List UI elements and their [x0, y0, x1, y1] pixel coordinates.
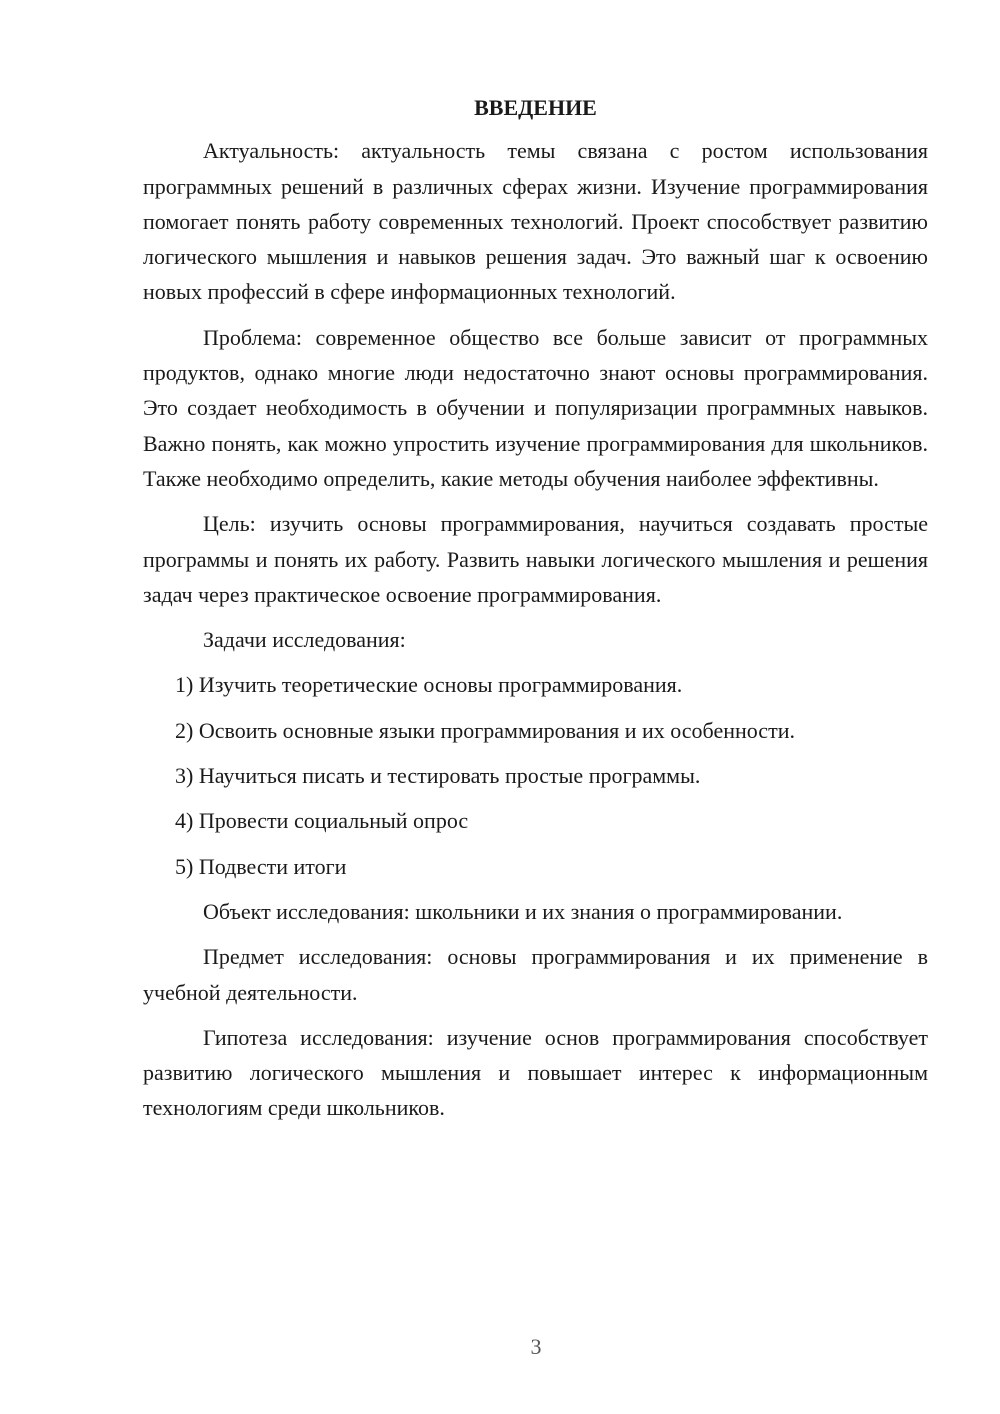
task-item: 4) Провести социальный опрос — [175, 808, 469, 834]
tasks-heading: Задачи исследования: — [203, 627, 406, 653]
task-item: 5) Подвести итоги — [175, 853, 347, 879]
goal-paragraph: Цель: изучить основы программирования, научиться создавать простые программы и понять их работу. Развить навыки логического мышления и решения задач через практическое освоение программирования. — [143, 511, 928, 607]
object-paragraph: Объект исследования: школьники и их знания о программировании. — [203, 898, 843, 924]
page-number: 3 — [530, 1334, 542, 1359]
task-item: 2) Освоить основные языки программирования и их особенности. — [175, 717, 795, 743]
relevance-paragraph: Актуальность: актуальность темы связана с ростом использования программных решений в различных сферах жизни. Изучение программирования помогает понять работу современных технологий. Проект способствует развитию логического мышления и навыков решения задач. Это важный шаг к освоению новых профессий в сфере информационных технологий. — [143, 138, 928, 305]
problem-paragraph: Проблема: современное общество все больше зависит от программных продуктов, однако многие люди недостаточно знают основы программирования. Это создает необходимость в обучении и популяризации программных навыков. Важно понять, как можно упростить изучение программирования для школьников. Также необходимо определить, какие методы обучения наиболее эффективны. — [143, 324, 928, 491]
document-page — [143, 90, 928, 1136]
subject-paragraph: Предмет исследования: основы программирования и их применение в учебной деятельности. — [143, 944, 928, 1005]
page-title: ВВЕДЕНИЕ — [474, 95, 597, 120]
task-item: 3) Научиться писать и тестировать простые программы. — [175, 763, 701, 789]
task-list — [143, 667, 928, 883]
hypothesis-paragraph: Гипотеза исследования: изучение основ программирования способствует развитию логического мышления и повышает интерес к информационным технологиям среди школьников. — [143, 1024, 928, 1121]
task-item: 1) Изучить теоретические основы программирования. — [175, 672, 683, 698]
